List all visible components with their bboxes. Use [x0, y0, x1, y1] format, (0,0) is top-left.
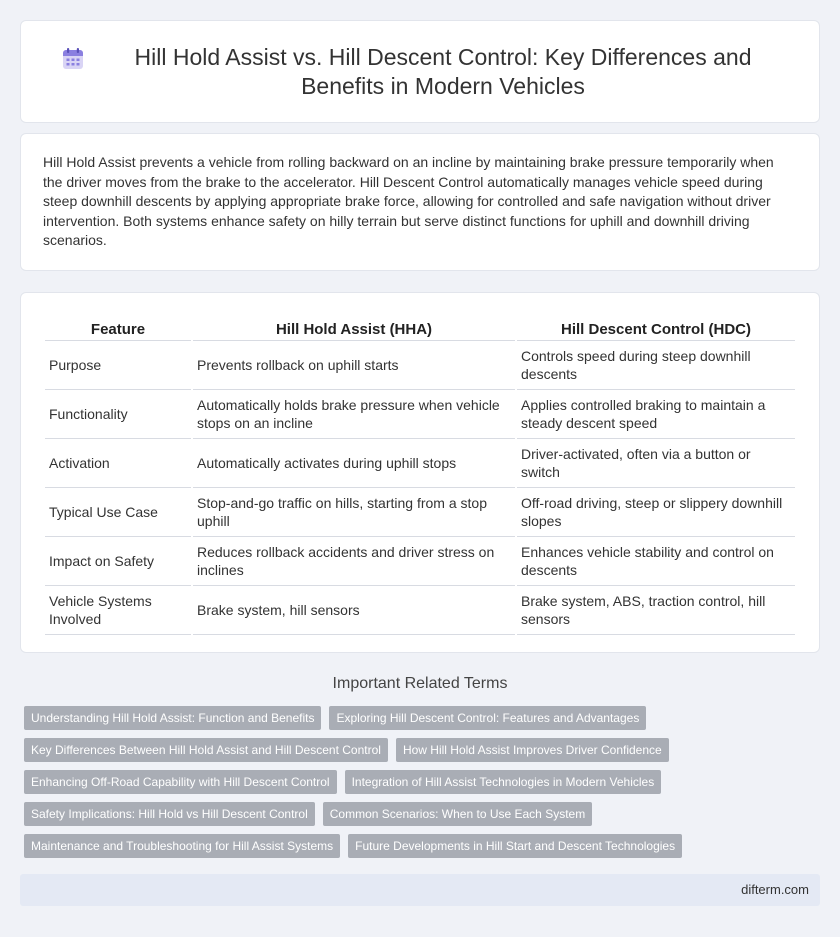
related-term-tag[interactable]: Safety Implications: Hill Hold vs Hill Descent Control	[24, 802, 315, 826]
row-hha: Automatically activates during uphill stops	[193, 439, 515, 488]
table-row	[45, 537, 795, 586]
related-term-tag[interactable]: Exploring Hill Descent Control: Features and Advantages	[329, 706, 646, 730]
intro-card	[20, 133, 820, 271]
related-term-tag[interactable]: How Hill Hold Assist Improves Driver Confidence	[396, 738, 669, 762]
related-terms-heading: Important Related Terms	[332, 675, 508, 692]
row-hha: Prevents rollback on uphill starts	[193, 341, 515, 390]
row-feature: Impact on Safety	[45, 537, 191, 586]
row-feature: Typical Use Case	[45, 488, 191, 537]
row-hha: Brake system, hill sensors	[193, 586, 515, 635]
related-term-tag[interactable]: Common Scenarios: When to Use Each System	[323, 802, 592, 826]
header-hha: Hill Hold Assist (HHA)	[193, 315, 515, 341]
tag-row	[24, 770, 824, 794]
tag-row	[24, 706, 824, 730]
row-hha: Stop-and-go traffic on hills, starting from a stop uphill	[193, 488, 515, 537]
row-hdc: Controls speed during steep downhill descents	[517, 341, 795, 390]
related-term-tag[interactable]: Understanding Hill Hold Assist: Function and Benefits	[24, 706, 321, 730]
row-feature: Activation	[45, 439, 191, 488]
table-row	[45, 488, 795, 537]
table-header-row	[45, 315, 795, 341]
related-term-tag[interactable]: Key Differences Between Hill Hold Assist and Hill Descent Control	[24, 738, 388, 762]
row-feature: Functionality	[45, 390, 191, 439]
tag-row	[24, 738, 824, 762]
table-row	[45, 390, 795, 439]
row-feature: Purpose	[45, 341, 191, 390]
tag-row	[24, 834, 824, 858]
table-row	[45, 341, 795, 390]
row-hdc: Enhances vehicle stability and control on descents	[517, 537, 795, 586]
row-hdc: Brake system, ABS, traction control, hill sensors	[517, 586, 795, 635]
related-terms-list	[24, 706, 824, 866]
related-term-tag[interactable]: Future Developments in Hill Start and Descent Technologies	[348, 834, 682, 858]
intro-text: Hill Hold Assist prevents a vehicle from rolling backward on an incline by maintaining brake pressure temporarily when the driver moves from the brake to the accelerator. Hill Descent Control automatically manages vehicle speed during steep downhill descents by applying appropriate brake force, allowing for controlled and safe navigation without driver intervention. Both systems enhance safety on hilly terrain but serve distinct functions for uphill and downhill driving scenarios.	[43, 154, 774, 248]
row-hha: Reduces rollback accidents and driver stress on inclines	[193, 537, 515, 586]
row-hha: Automatically holds brake pressure when vehicle stops on an incline	[193, 390, 515, 439]
related-term-tag[interactable]: Integration of Hill Assist Technologies in Modern Vehicles	[345, 770, 662, 794]
header-feature: Feature	[45, 315, 191, 341]
footer	[20, 874, 820, 906]
footer-site-link[interactable]: difterm.com	[741, 882, 809, 897]
tag-row	[24, 802, 824, 826]
calendar-icon	[61, 47, 85, 71]
table-row	[45, 586, 795, 635]
header-hdc: Hill Descent Control (HDC)	[517, 315, 795, 341]
comparison-table	[43, 315, 797, 635]
row-hdc: Driver-activated, often via a button or switch	[517, 439, 795, 488]
related-term-tag[interactable]: Enhancing Off-Road Capability with Hill Descent Control	[24, 770, 337, 794]
table-row	[45, 439, 795, 488]
title-card	[20, 20, 820, 123]
page-title: Hill Hold Assist vs. Hill Descent Control: Key Differences and Benefits in Modern Vehicles	[134, 43, 752, 99]
row-hdc: Off-road driving, steep or slippery downhill slopes	[517, 488, 795, 537]
row-feature: Vehicle Systems Involved	[45, 586, 191, 635]
row-hdc: Applies controlled braking to maintain a steady descent speed	[517, 390, 795, 439]
related-term-tag[interactable]: Maintenance and Troubleshooting for Hill Assist Systems	[24, 834, 340, 858]
comparison-card	[20, 292, 820, 653]
